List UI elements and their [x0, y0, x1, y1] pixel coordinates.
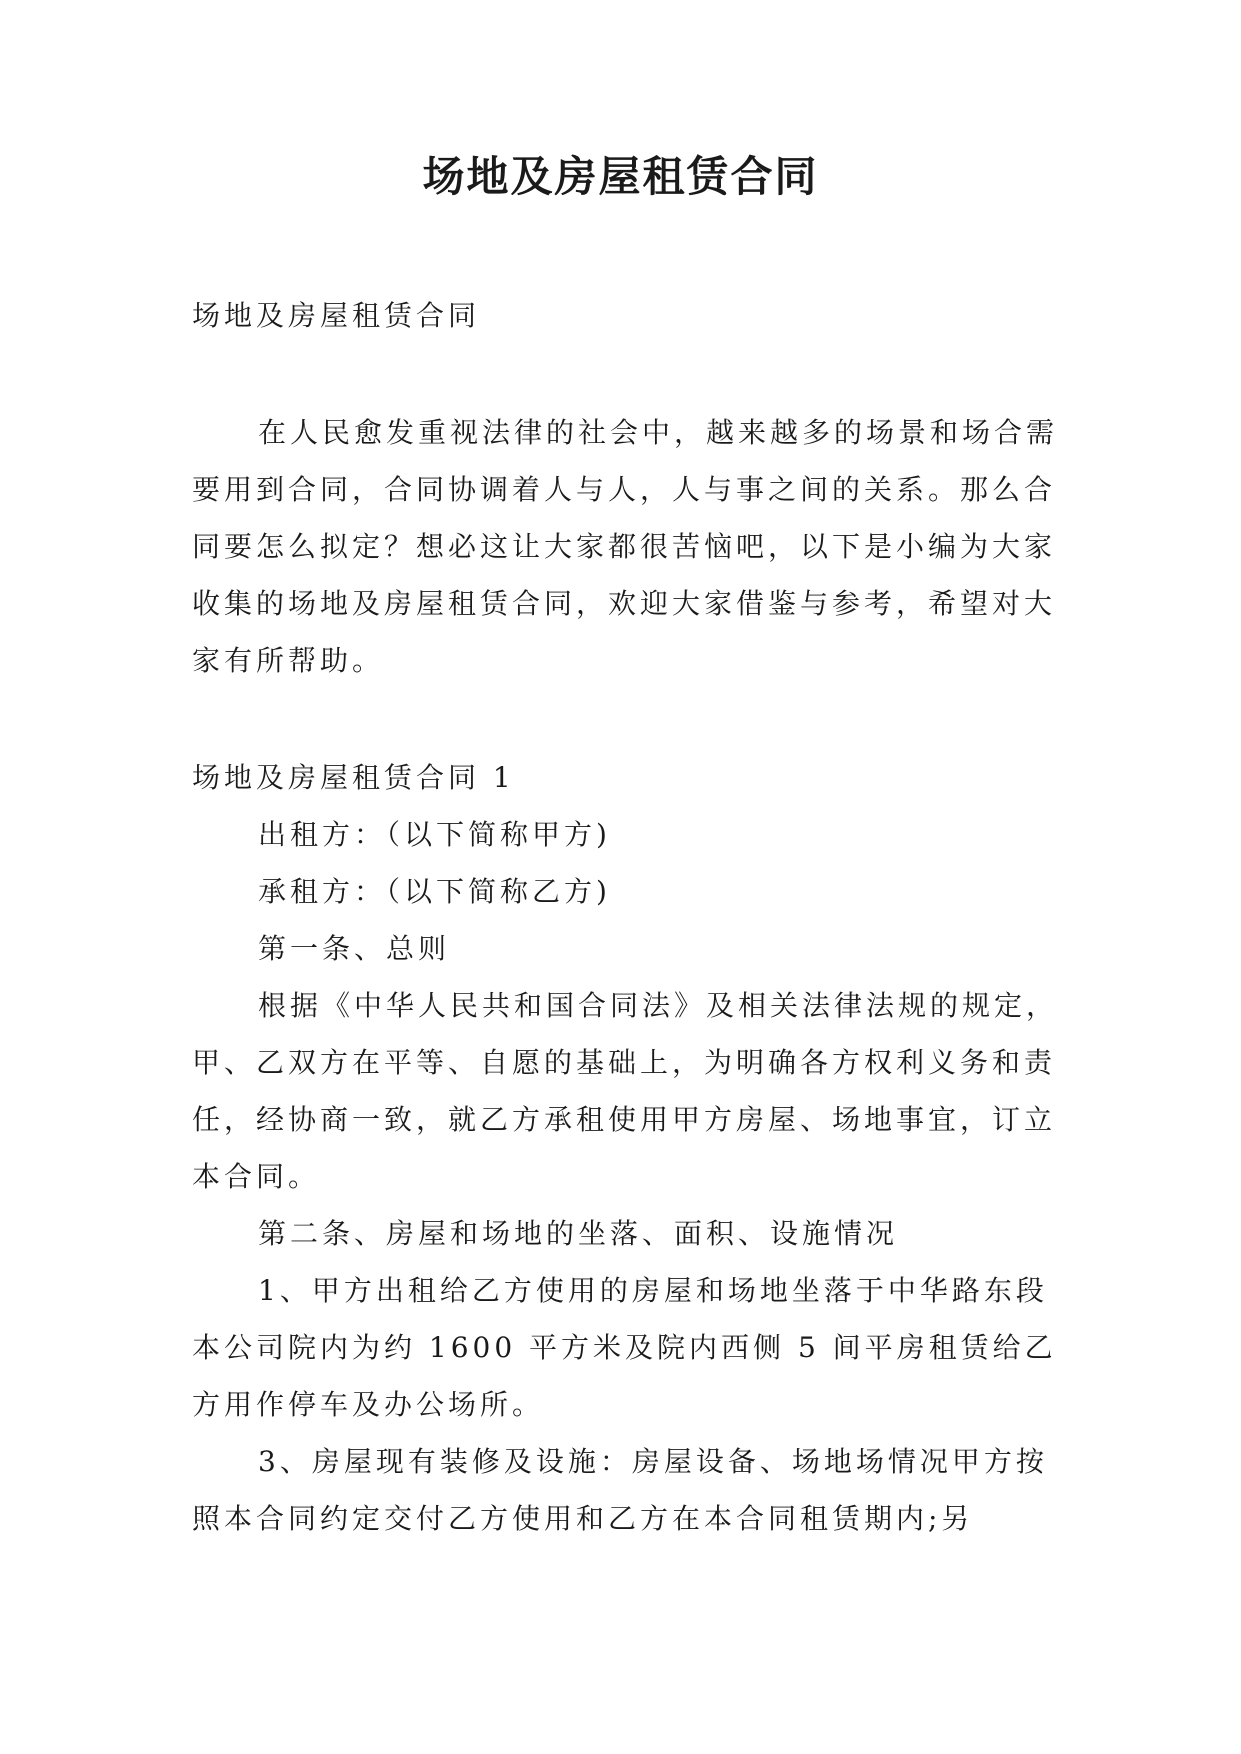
- document-subtitle: 场地及房屋租赁合同: [192, 299, 481, 332]
- document-body: [192, 287, 1072, 1547]
- clause-3: 3、房屋现有装修及设施：房屋设备、场地场情况甲方按照本合同约定交付乙方使用和乙方在本合同租赁期内;另: [192, 1445, 1048, 1535]
- article2-heading: 第二条、房屋和场地的坐落、面积、设施情况: [258, 1217, 899, 1250]
- intro-paragraph: 在人民愈发重视法律的社会中，越来越多的场景和场合需要用到合同，合同协调着人与人，人与事之间的关系。那么合同要怎么拟定？想必这让大家都很苦恼吧，以下是小编为大家收集的场地及房屋租赁合同，欢迎大家借鉴与参考，希望对大家有所帮助。: [192, 416, 1059, 677]
- article1-heading: 第一条、总则: [258, 932, 451, 965]
- clause-1: 1、甲方出租给乙方使用的房屋和场地坐落于中华路东段本公司院内为约 1600 平方米及院内西侧 5 间平房租赁给乙方用作停车及办公场所。: [192, 1274, 1057, 1421]
- document-title: 场地及房屋租赁合同: [422, 152, 819, 201]
- article1-text: 根据《中华人民共和国合同法》及相关法律法规的规定，甲、乙双方在平等、自愿的基础上，为明确各方权利义务和责任，经协商一致，就乙方承租使用甲方房屋、场地事宜，订立本合同。: [192, 989, 1059, 1193]
- lessee-line: 承租方：（以下简称乙方): [258, 875, 611, 908]
- lessor-line: 出租方：（以下简称甲方): [258, 818, 611, 851]
- section-heading: 场地及房屋租赁合同 1: [192, 761, 515, 794]
